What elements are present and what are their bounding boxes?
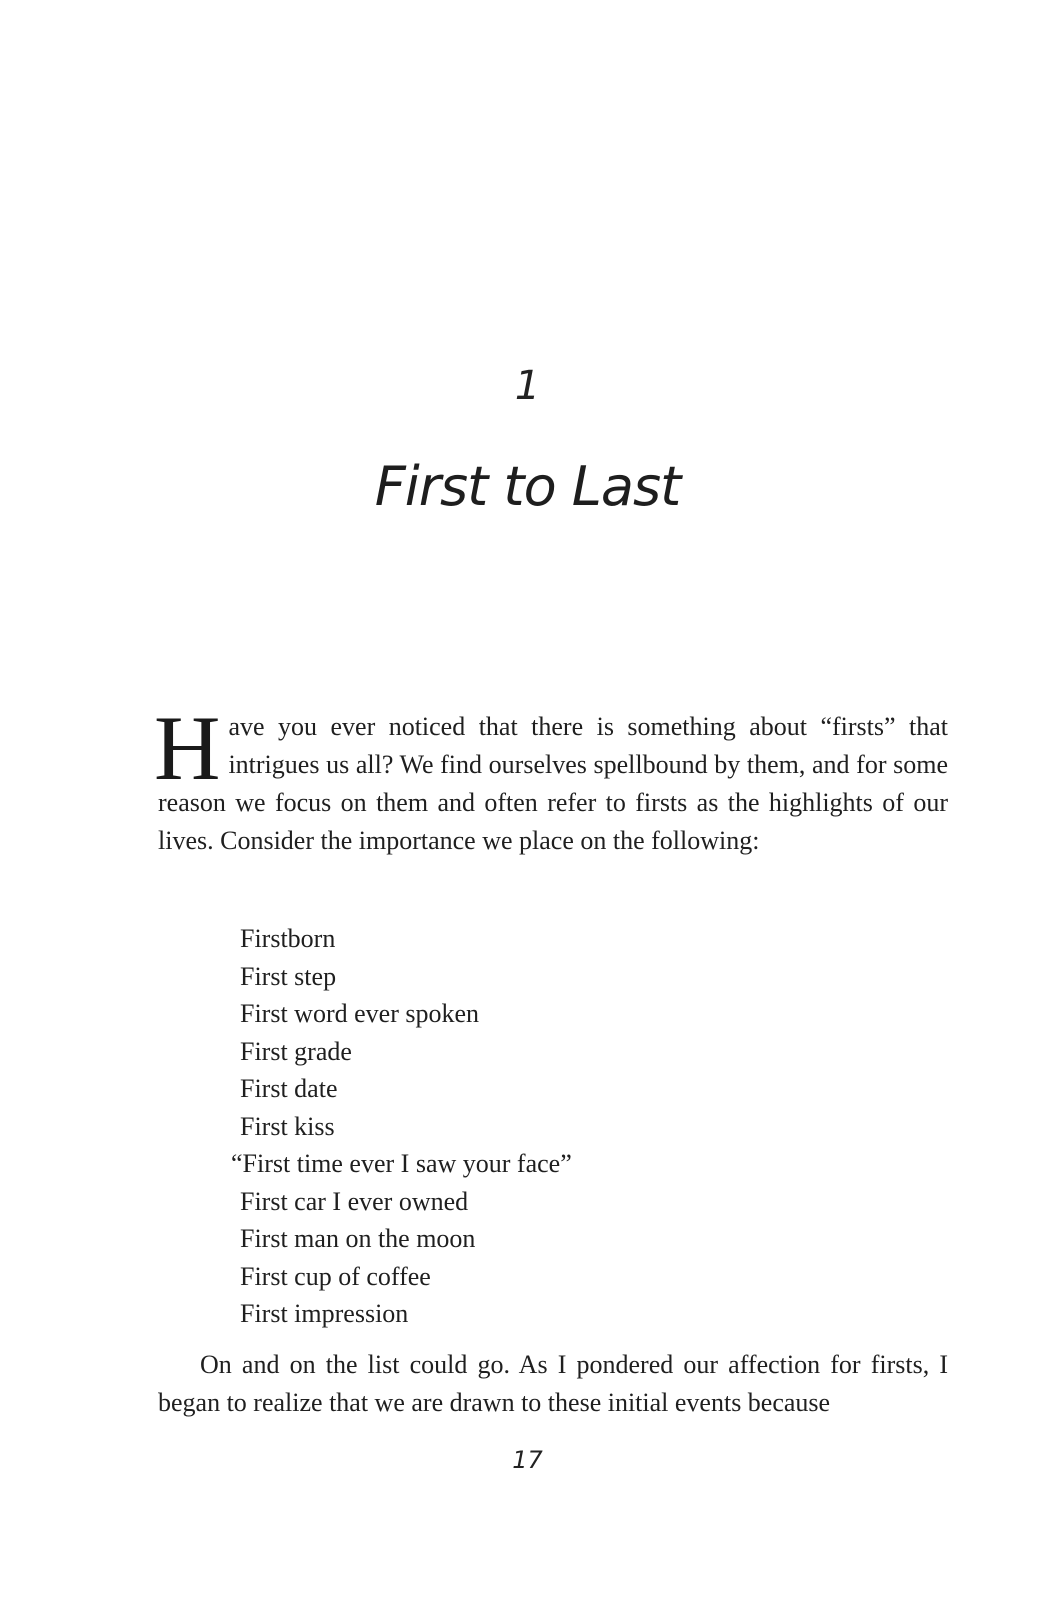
list-item: First grade — [240, 1036, 352, 1066]
intro-text: ave you ever noticed that there is something about “firsts” that intrigues us all? We find ourselves spellbound by them, and for some reason we focus on them and often refer to firsts as the highlights of our lives. Consider the importance we place on the following: — [158, 712, 948, 855]
list-item: “First time ever I saw your face” — [231, 1149, 572, 1178]
page-number: 17 — [512, 1446, 543, 1474]
list-item: First word ever spoken — [240, 999, 480, 1028]
list-item: First impression — [240, 1299, 409, 1328]
list-item: First step — [240, 961, 337, 991]
closing-paragraph: On and on the list could go. As I pondered our affection for firsts, I began to realize that we are drawn to these initial events because — [158, 1350, 948, 1417]
firsts-list — [231, 920, 840, 1333]
list-item: First car I ever owned — [240, 1186, 469, 1216]
list-item: First cup of coffee — [240, 1261, 431, 1291]
list-item: First man on the moon — [240, 1224, 476, 1253]
intro-paragraph — [154, 697, 948, 860]
chapter-title: First to Last — [374, 455, 681, 518]
list-item: First date — [240, 1074, 338, 1103]
chapter-number: 1 — [514, 363, 541, 409]
drop-cap: H — [154, 697, 221, 799]
list-item: Firstborn — [240, 924, 336, 953]
list-item: First kiss — [240, 1111, 335, 1141]
